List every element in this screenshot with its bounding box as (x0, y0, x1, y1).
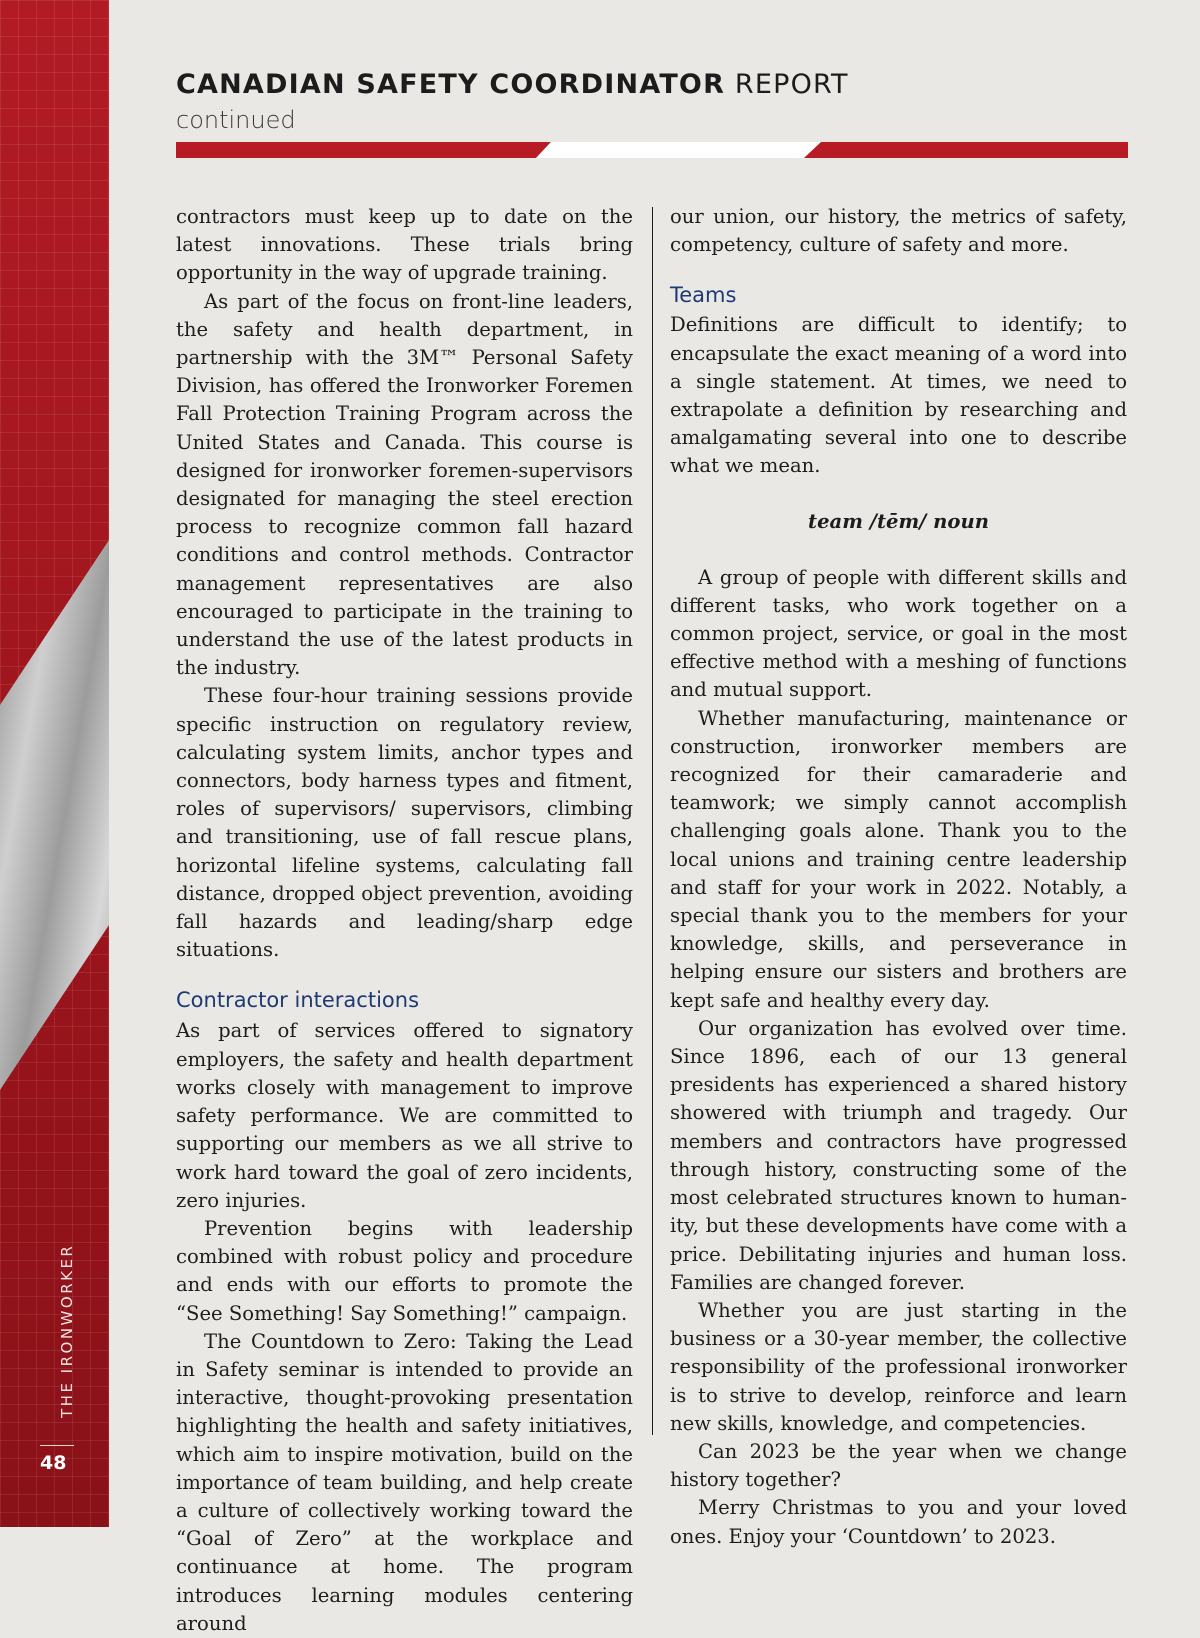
section-heading-teams: Teams (670, 283, 737, 308)
sidebar-band (0, 0, 109, 1527)
page-subtitle: continued (176, 106, 296, 134)
paragraph: The Countdown to Zero: Taking the Lead in Safety seminar is intended to provide an interactive, thought-provoking presentation highlighting the health and safety initiatives, which aim to inspire motivation, build on the importance of team building, and help create a culture of collectively working toward the “Goal of Zero” at the workplace and continuance at home. The program introduces learning modules centering around (176, 1329, 633, 1635)
page-number: 48 (40, 1452, 67, 1474)
right-column (670, 203, 1127, 1551)
paragraph: Our organization has evolved over time. Since 1896, each of our 13 general presidents has experienced a shared history showered with triumph and tragedy. Our members and contractors have progressed through history, constructing some of the most celebrated structures known to humanity, but these developments have come with a price. Debilitating injuries and human loss. Families are changed forever. (670, 1016, 1127, 1294)
column-divider (652, 207, 653, 1435)
left-column (176, 203, 633, 1638)
page-number-rule (40, 1445, 74, 1446)
page-title-light: REPORT (734, 69, 849, 100)
paragraph: As part of the focus on front-line leaders, the safety and health department, in partnership with the 3M™ Personal Safety Division, has offered the Ironworker Foremen Fall Protection Training Program across the United States and Canada. This course is designed for ironworker foremen-supervisors designated for managing the steel erection process to recognize common fall hazard conditions and control methods. Contractor management representatives are also encouraged to participate in the training to understand the use of the latest products in the industry. (176, 289, 633, 680)
definition-term: team /tēm/ noun (808, 509, 989, 533)
section-heading-contractor-interactions: Contractor interactions (176, 988, 420, 1013)
page-header (176, 66, 1128, 136)
page-title (176, 66, 1128, 104)
magazine-name: THE IRONWORKER (58, 1243, 76, 1418)
header-bar-right-red (804, 142, 1128, 158)
paragraph: Can 2023 be the year when we change history together? (670, 1439, 1127, 1492)
paragraph: Whether you are just starting in the business or a 30-year member, the collective responsibility of the professional ironworker is to strive to develop, reinforce and learn new skills, knowledge, and competencies. (670, 1298, 1127, 1435)
paragraph: Whether manufacturing, maintenance or construction, ironworker members are recognized for their camaraderie and teamwork; we simply cannot accomplish challenging goals alone. Thank you to the local unions and training centre leadership and staff for your work in 2022. Notably, a special thank you to the members for your knowledge, skills, and perseverance in helping ensure our sisters and brothers are kept safe and healthy every day. (670, 706, 1127, 1012)
sidebar-metal-stripe (0, 540, 109, 1090)
paragraph: our union, our history, the metrics of safety, competency, culture of safety and more. (670, 205, 1127, 257)
header-bar-white (536, 142, 821, 158)
paragraph: As part of services offered to signatory employers, the safety and health department works closely with management to improve safety performance. We are committed to supporting our members as we all strive to work hard toward the goal of zero incidents, zero injuries. (176, 1019, 633, 1212)
paragraph: contractors must keep up to date on the latest innovations. These trials bring opportunity in the way of upgrade training. (176, 205, 633, 285)
paragraph: Prevention begins with leadership combined with robust policy and procedure and ends with our efforts to promote the “See Something! Say Something!” campaign. (176, 1216, 633, 1325)
header-bar-left-red (176, 142, 551, 158)
paragraph: A group of people with different skills and different tasks, who work together on a common project, service, or goal in the most effective method with a meshing of functions and mutual support. (670, 565, 1127, 702)
header-accent-bar (176, 142, 1128, 158)
page-title-bold: CANADIAN SAFETY COORDINATOR (176, 69, 726, 100)
paragraph: Merry Christmas to you and your loved ones. Enjoy your ‘Countdown’ to 2023. (670, 1496, 1127, 1548)
paragraph: These four-hour training sessions provide specific instruction on regulatory review, calculating system limits, anchor types and connectors, body harness types and fitment, roles of supervisors/ supervisors, climbing and transitioning, use of fall rescue plans, horizontal lifeline systems, calculating fall distance, dropped object prevention, avoiding fall hazards and leading/sharp edge situations. (176, 684, 633, 962)
paragraph: Definitions are difficult to identify; to encapsulate the exact meaning of a word into a single statement. At times, we need to extrapolate a definition by researching and amalgamating several into one to describe what we mean. (670, 313, 1127, 478)
